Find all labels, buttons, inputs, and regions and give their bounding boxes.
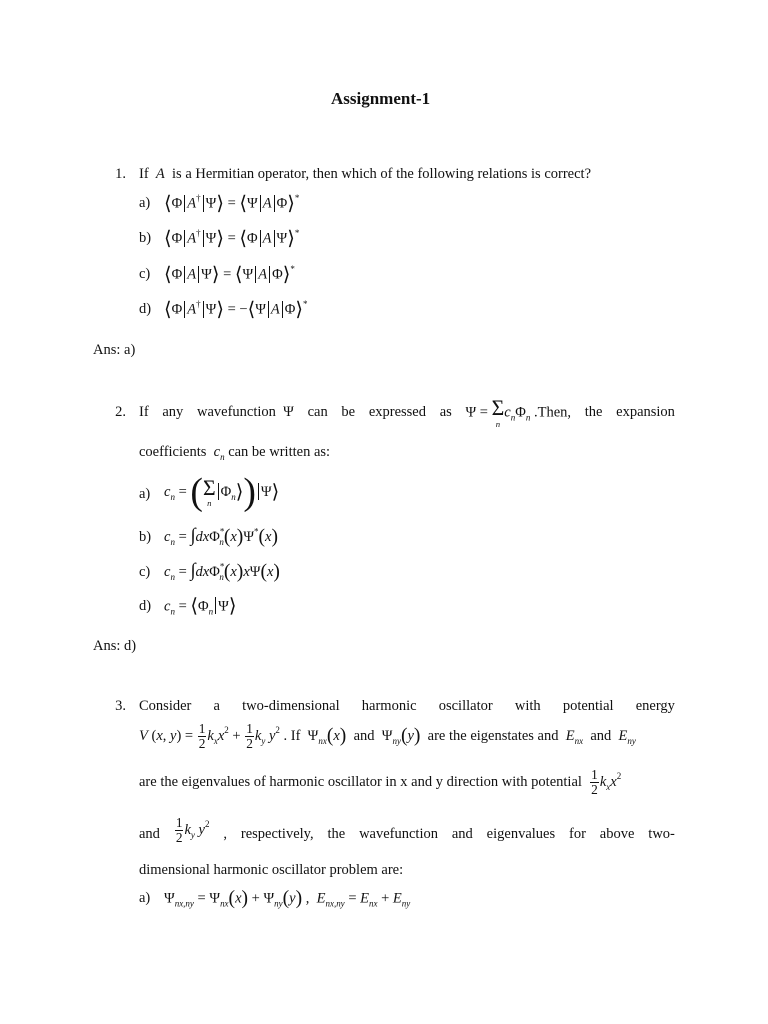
question-text: Consider a two-dimensional harmonic oscillator with potential energy [139,698,675,714]
option-label: a) [139,195,151,211]
option-label: d) [139,598,152,614]
option-label: c) [139,266,151,282]
option-label: d) [139,301,152,317]
answer-text: Ans: a) [93,342,136,358]
option-label: a) [139,890,151,906]
option-expression: ⟨Φ A† Ψ⟩ = −⟨Ψ A Φ⟩* [164,299,308,321]
option-expression: ⟨Φ A† Ψ⟩ = ⟨Ψ A Φ⟩* [164,193,300,215]
option-label: a) [139,486,151,502]
question-text-line-3: are the eigenvalues of harmonic oscillator in x and y direction with potential $\frac{1}{2}$ $k_xx^2$ [139,767,622,797]
option-expression: $c_n$ = ( Σ n $\Phi_n⟩$) Ψ⟩ [164,471,280,513]
option-label: b) [139,230,152,246]
option-expression: ⟨Φ A† Ψ⟩ = ⟨Φ A Ψ⟩* [164,228,300,250]
question-number: 1. [115,166,126,182]
answer-text: Ans: d) [93,638,137,654]
option-expression: $c_n = \int dx\Phi^*_n(x)\Psi^*(x)$ [164,525,278,548]
question-text-line-2: V (x, y) = $\frac{1}{2}$ $k_xx^2$ + $\frac{1}{2}$ $k_y$ $y^2$ . If $\Psi_{nx}(x)$ and $\Psi_{ny}(y)$ are the eigenstates and $E_{nx}$ and $E_{ny}$ [139,721,636,751]
question-number: 2. [115,404,126,420]
option-expression: $c_n = \int dx\Phi^*_n(x)x\Psi(x)$ [164,560,280,583]
question-text-continued: coefficients $c_n$ can be written as: [139,444,331,463]
option-label: c) [139,564,151,580]
option-expression: ⟨Φ A Ψ⟩ = ⟨Ψ A Φ⟩* [164,264,295,286]
option-expression: $\Psi_{nx,ny} = \Psi_{nx}(x) + \Psi_{ny}(y)$ , $E_{nx,ny} = E_{nx} + E_{ny}$ [164,888,411,909]
question-number: 3. [115,698,126,714]
question-text-line-4: and $\frac{1}{2}$ $k_y$ $y^2$ , respectively, the wavefunction and eigenvalues for above two- [139,815,675,845]
option-expression: $c_n$ = $⟨\Phi_n$ Ψ⟩ [164,596,237,617]
question-text: If A is a Hermitian operator, then which of the following relations is correct? [139,166,592,182]
question-text: If any wavefunction Ψ can be expressed as Ψ = Σ n $c_n\Phi_n$ .Then, the expansion [139,396,675,429]
page-title: Assignment-1 [331,89,431,108]
question-text-line-5: dimensional harmonic oscillator problem are: [139,862,404,878]
option-label: b) [139,529,152,545]
